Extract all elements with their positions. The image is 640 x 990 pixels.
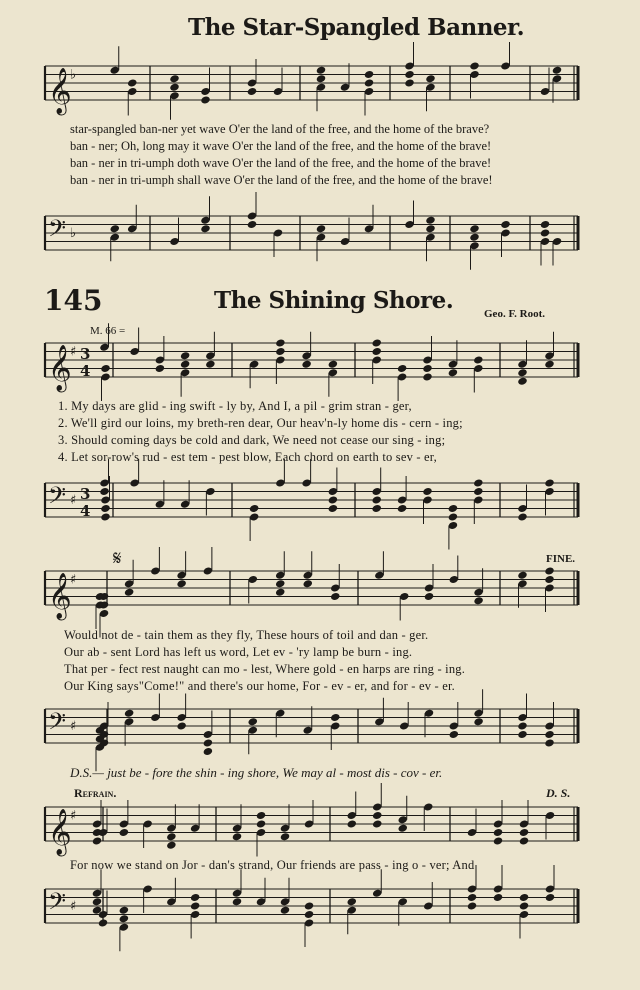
note-head [203,747,214,756]
note-head [544,566,555,575]
note-head [155,364,166,373]
note-head [316,224,327,233]
note-head [397,364,408,373]
note-head [493,836,504,845]
note-head [425,224,436,233]
note-head [469,233,480,242]
note-head [544,575,555,584]
note-head [190,893,201,902]
note-head [200,95,211,104]
prev-lyric-line-2: ban - ner; Oh, long may it wave O'er the land of the free, and the home of the brave! [70,139,492,153]
verse-2-line-b: Our ab - sent Lord has left us word, Let ev - 'ry lamp be burn - ing. [64,645,413,659]
note-head [256,819,267,828]
treble-clef-icon: 𝄞 [48,809,72,855]
note-head [176,579,187,588]
note-head [422,372,433,381]
note-head [500,220,511,229]
note-head [425,216,436,225]
note-head [519,828,530,837]
system2-treble-staff [0,567,640,619]
hymn-number: 145 [44,284,103,317]
bass-clef-icon: 𝄢 [48,707,67,741]
note-head [280,906,291,915]
note-head [473,478,484,487]
note-head [544,730,555,739]
verse-4-line-b: Our King says"Come!" and there's our home, For - ev - er, and for - ev - er. [64,679,455,693]
note-head [190,901,201,910]
note-head [92,836,103,845]
bass-clef-icon: 𝄢 [48,214,67,248]
note-head [517,730,528,739]
note-head [364,70,375,79]
system1-bass-staff [0,479,640,524]
prev-bass-staff [0,212,640,257]
prev-lyric-line-3: ban - ner in tri-umph doth wave O'er the land of the free, and the home of the brave! [70,156,492,170]
note-head [92,828,103,837]
note-head [200,224,211,233]
time-signature-top: 3 [80,485,91,503]
verse-3-line-b: That per - fect rest naught can mo - lest, Where gold - en harps are ring - ing. [64,662,466,676]
bass-clef-icon: 𝄢 [48,481,67,515]
fine-mark: FINE. [546,553,576,565]
note-head [100,364,111,373]
bass-clef-icon: 𝄢 [48,887,67,921]
note-head [205,360,216,369]
note-head [404,78,415,87]
note-head [422,487,433,496]
treble-clef-icon: 𝄞 [48,345,72,391]
verses-part2 [64,627,465,695]
treble-clef-icon: 𝄞 [48,573,72,619]
note-head [166,832,177,841]
note-head [519,901,530,910]
note-head [540,228,551,237]
note-head [169,74,180,83]
note-head [92,897,103,906]
note-head [544,738,555,747]
note-head [328,495,339,504]
key-signature-icon: ♯ [70,572,77,588]
note-head [425,74,436,83]
note-head [544,478,555,487]
note-head [275,579,286,588]
note-head [517,377,528,386]
note-head [448,504,459,513]
note-head [203,738,214,747]
note-head [316,74,327,83]
note-head [249,504,260,513]
treble-clef-icon: 𝄞 [48,68,72,114]
note-head [545,893,556,902]
note-head [371,495,382,504]
note-head [371,338,382,347]
note-head [166,841,177,850]
note-head [100,504,111,513]
note-head [176,721,187,730]
key-signature-icon: ♭ [70,226,77,241]
note-head [493,828,504,837]
note-head [397,824,408,833]
note-head [109,224,120,233]
ds-mark: D. S. [546,786,571,800]
note-head [424,592,435,601]
key-signature-icon: ♯ [70,719,77,734]
verse-2-line-a: 2. We'll gird our loins, my breth-ren dear, Our heav'n-ly home dis - cern - ing; [58,416,463,430]
note-head [469,61,480,70]
time-signature-bottom: 4 [80,362,91,380]
refrain-lyric-line: For now we stand on Jor - dan's strand, Our friends are pass - ing o - ver; And [70,858,475,872]
note-head [469,224,480,233]
ds-lyric-line: D.S.— just be - fore the shin - ing shore, We may al - most dis - cov - er. [70,765,443,780]
note-head [404,70,415,79]
note-head [275,588,286,597]
note-head [371,504,382,513]
note-head [473,355,484,364]
note-head [544,360,555,369]
note-head [330,713,341,722]
note-head [467,901,478,910]
system3-bass-staff [0,885,640,930]
note-head [124,709,135,718]
note-head [517,571,528,580]
note-head [280,832,291,841]
note-head [540,220,551,229]
note-head [301,360,312,369]
note-head [519,893,530,902]
system1-treble-staff [0,339,640,391]
note-head [328,360,339,369]
note-head [316,66,327,75]
note-head [448,512,459,521]
key-signature-icon: ♯ [70,493,77,508]
prev-treble-staff [0,62,640,114]
key-signature-icon: ♯ [70,808,77,824]
note-head [275,347,286,356]
note-head [397,504,408,513]
note-head [119,906,130,915]
note-head [552,66,563,75]
key-signature-icon: ♯ [70,899,77,914]
verse-3-line-a: 3. Should coming days be cold and dark, We need not cease our sing - ing; [58,433,446,447]
note-head [517,721,528,730]
note-head [98,918,109,927]
note-head [517,512,528,521]
time-signature-bottom: 4 [80,502,91,520]
note-head [473,717,484,726]
note-head [364,78,375,87]
composer: Geo. F. Root. [484,308,546,320]
note-head [247,220,258,229]
note-head [256,811,267,820]
hymn-title: The Shining Shore. [214,287,454,314]
note-head [372,819,383,828]
key-signature-icon: ♯ [70,344,77,360]
prev-lyric-line-1: star-spangled ban-ner yet wave O'er the land of the free, and the home of the brave? [70,122,490,136]
verse-4-line-a: 4. Let sor-row's rud - est tem - pest blow, Each chord on earth to sev - er, [58,450,437,464]
note-head [100,512,111,521]
prev-lyric-line-4: ban - ner in tri-umph shall wave O'er the land of the free, and the home of the brave! [70,173,493,187]
note-head [99,487,110,496]
verse-1-line-a: 1. My days are glid - ing swift - ly by, And I, a pil - grim stran - ger, [58,399,412,413]
note-head [467,893,478,902]
note-head [247,87,258,96]
system3-treble-staff [0,803,640,855]
note-head [422,364,433,373]
note-head [328,504,339,513]
note-head [371,347,382,356]
note-head [247,717,258,726]
note-head [346,819,357,828]
time-signature-top: 3 [80,345,91,363]
note-head [232,897,243,906]
note-head [304,910,315,919]
verse-1-line-b: Would not de - tain them as they fly, These hours of toil and dan - ger. [64,628,429,642]
note-head [127,78,138,87]
note-head [519,836,530,845]
note-head [180,360,191,369]
note-head [275,338,286,347]
note-head [372,811,383,820]
note-head [302,579,313,588]
verses-part1 [58,398,463,466]
note-head [119,828,130,837]
note-head [304,901,315,910]
tempo-mark: M. 66 = [90,325,126,337]
note-head [449,730,460,739]
note-head [473,596,484,605]
note-head [169,83,180,92]
key-signature-icon: ♭ [70,67,77,83]
note-head [346,897,357,906]
note-head [493,893,504,902]
note-head [448,368,459,377]
note-head [517,368,528,377]
system2-bass-staff [0,705,640,750]
note-head [124,588,135,597]
segno-icon: 𝄋 [113,548,122,570]
prev-song-title: The Star-Spangled Banner. [188,14,525,41]
note-head [180,351,191,360]
note-head [473,487,484,496]
note-head [232,832,243,841]
note-head [119,914,130,923]
refrain-label: Refrain. [74,786,117,800]
prev-lyrics [70,121,493,189]
note-head [330,592,341,601]
